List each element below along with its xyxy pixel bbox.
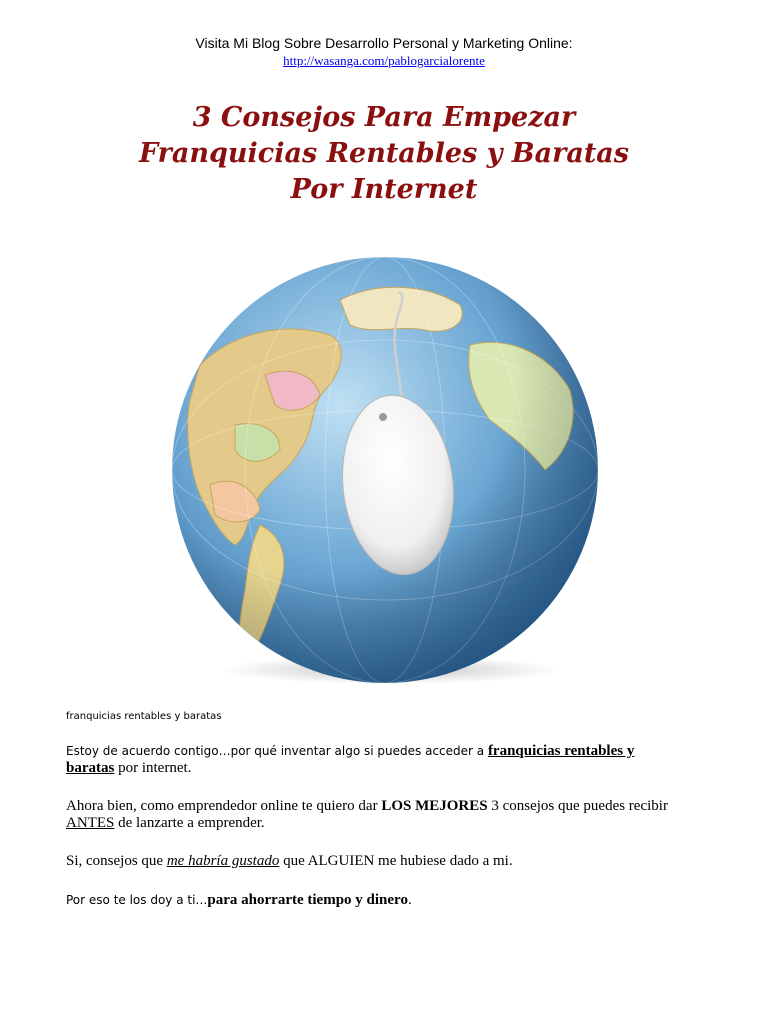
paragraph-4: Por eso te los doy a ti…para ahorrarte tiempo y dinero. bbox=[66, 892, 412, 908]
blog-link[interactable]: http://wasanga.com/pablogarcialorente bbox=[283, 53, 485, 68]
title-line-2: Franquicias Rentables y Baratas bbox=[138, 138, 630, 169]
document-title bbox=[0, 100, 768, 208]
paragraph-1: Estoy de acuerdo contigo…por qué inventar algo si puedes acceder a franquicias rentables y baratas por internet. bbox=[66, 743, 635, 776]
globe-mouse-image bbox=[140, 225, 630, 690]
blog-promo-text: Visita Mi Blog Sobre Desarrollo Personal y Marketing Online: bbox=[195, 35, 573, 51]
image-caption: franquicias rentables y baratas bbox=[66, 711, 222, 722]
paragraph-3: Si, consejos que me habría gustado que ALGUIEN me hubiese dado a mi. bbox=[66, 853, 513, 869]
mouse-scroll-ball bbox=[379, 413, 387, 421]
keyword-link: franquicias rentables y bbox=[487, 743, 635, 759]
paragraph-2: Ahora bien, como emprendedor online te quiero dar LOS MEJORES 3 consejos que puedes recibir ANTES de lanzarte a emprender. bbox=[66, 798, 668, 831]
title-line-1: 3 Consejos Para Empezar bbox=[192, 102, 576, 133]
keyword-link-continued: baratas bbox=[66, 760, 115, 776]
title-line-3: Por Internet bbox=[290, 174, 478, 205]
header bbox=[0, 35, 768, 70]
